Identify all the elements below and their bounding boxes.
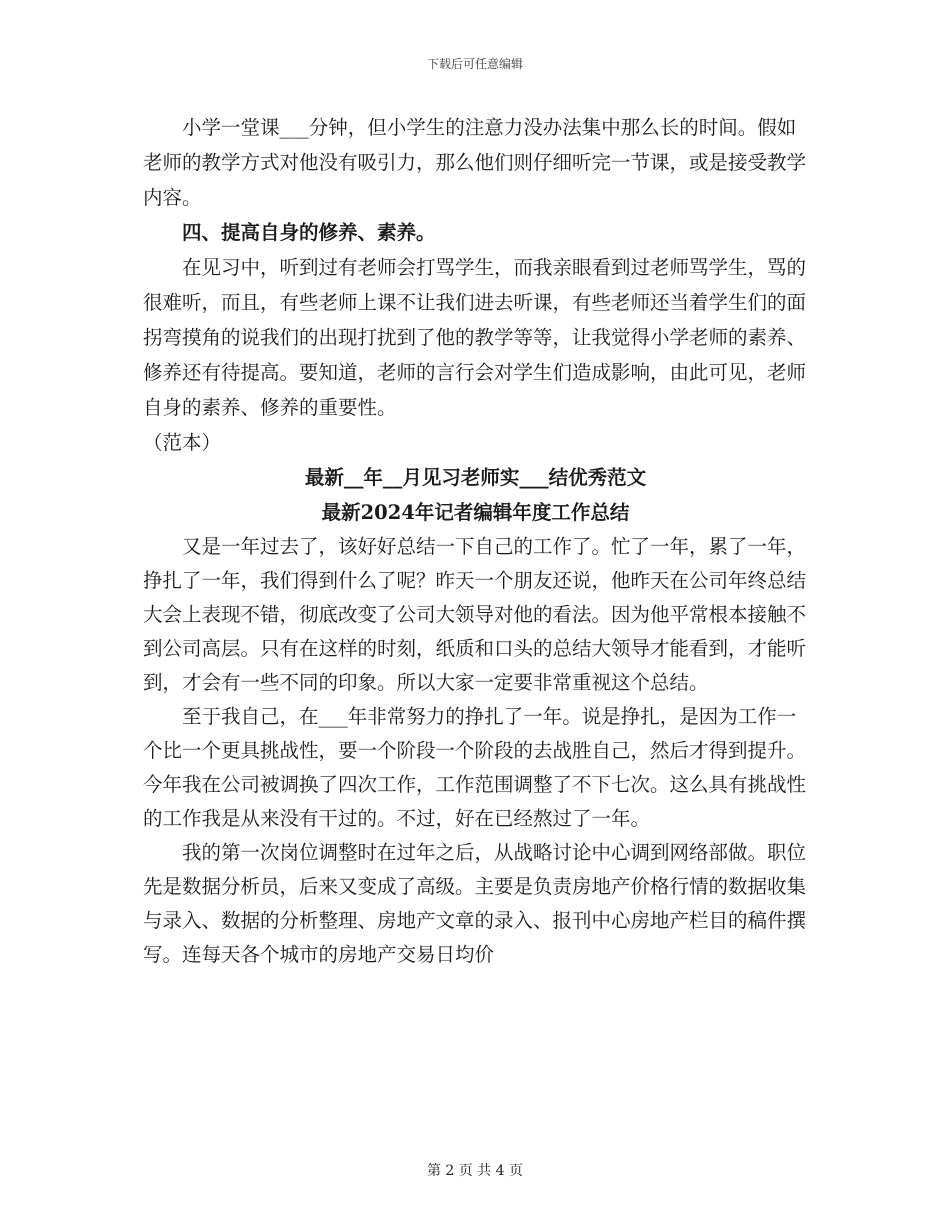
page-footer: 第 2 页 共 4 页 (426, 1163, 524, 1179)
paragraph-year-review: 又是一年过去了，该好好总结一下自己的工作了。忙了一年，累了一年，挣扎了一年，我们得到什么了呢？昨天一个朋友还说，他昨天在公司年终总结大会上表现不错，彻底改变了公司大领导对他的看法。因为他平常根本接触不到公司高层。只有在这样的时刻，纸质和口头的总结大领导才能看到，才能听到，才会有一些不同的印象。所以大家一定要非常重视这个总结。 (143, 535, 807, 694)
page-header: 下载后可任意编辑 (426, 57, 523, 71)
paragraph-teacher-conduct: 在见习中，听到过有老师会打骂学生，而我亲眼看到过老师骂学生，骂的很难听，而且，有些老师上课不让我们进去听课，有些老师还当着学生们的面拐弯摸角的说我们的出现打扰到了他的教学等等，让我觉得小学老师的素养、修养还有待提高。要知道，老师的言行会对学生们造成影响，由此可见，老师自身的素养、修养的重要性。 (143, 256, 807, 419)
paragraph-first-position: 我的第一次岗位调整时在过年之后，从战略讨论中心调到网络部做。职位先是数据分析员，后来又变成了高级。主要是负责房地产价格行情的数据收集与录入、数据的分析整理、房地产文章的录入、报刊中心房地产栏目的稿件撰写。连每天各个城市的房地产交易日均价 (143, 841, 807, 966)
paragraph-self-struggle: 至于我自己，在___年非常努力的挣扎了一年。说是挣扎，是因为工作一个比一个更具挑战性，要一个阶段一个阶段的去战胜自己，然后才得到提升。今年我在公司被调换了四次工作，工作范围调整了不下七次。这么具有挑战性的工作我是从来没有干过的。不过，好在已经熬过了一年。 (143, 705, 807, 830)
title-intern-summary: 最新__年__月见习老师实___结优秀范文 (304, 466, 647, 489)
paragraph-attention-span: 小学一堂课___分钟，但小学生的注意力没办法集中那么长的时间。假如老师的教学方式对他没有吸引力，那么他们则仔细听完一节课，或是接受教学内容。 (143, 116, 807, 209)
section-heading-4: 四、提高自身的修养、素养。 (182, 221, 436, 244)
title-journalist-summary: 最新2024年记者编辑年度工作总结 (321, 501, 630, 524)
document-body (143, 110, 808, 972)
sample-note: （范本） (143, 431, 222, 454)
